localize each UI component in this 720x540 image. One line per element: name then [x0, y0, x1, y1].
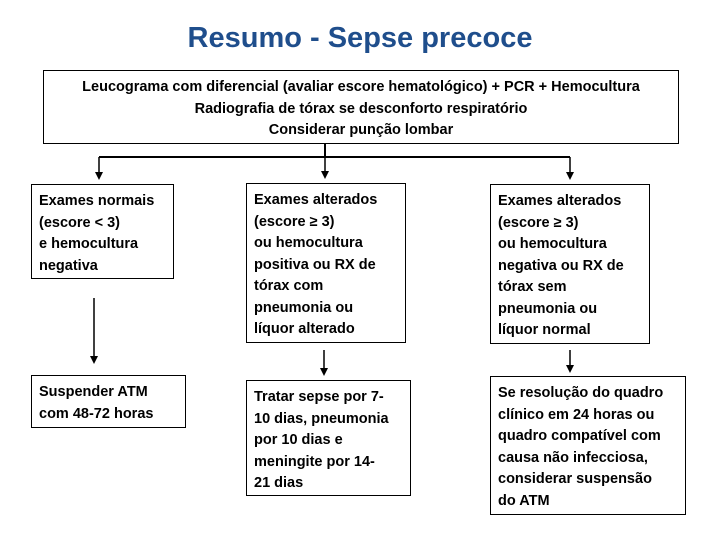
condition-line: líquor alterado: [254, 321, 355, 337]
condition-line: e hemocultura: [39, 236, 139, 252]
suspend-atm-box: [31, 375, 186, 428]
condition-line: negativa ou RX de: [498, 257, 624, 274]
action-line: Tratar sepse por 7-: [254, 389, 384, 405]
condition-line: Exames normais: [39, 193, 155, 209]
action-line: considerar suspensão: [498, 471, 652, 487]
action-line: quadro compatível com: [498, 428, 661, 444]
action-line: 21 dias: [254, 475, 304, 491]
condition-line: ou hemocultura: [254, 235, 363, 251]
action-line: Se resolução do quadro: [498, 385, 664, 401]
condition-line: líquor normal: [498, 322, 591, 338]
condition-line: positiva ou RX de: [254, 256, 376, 273]
action-line: 10 dias, pneumonia: [254, 410, 389, 427]
workup-line-2: Radiografia de tórax se desconforto respiratório: [194, 100, 528, 117]
action-line: com 48-72 horas: [39, 405, 154, 422]
condition-line: Exames alterados: [498, 193, 622, 209]
condition-line: ou hemocultura: [498, 236, 607, 252]
condition-line: (escore ≥ 3): [254, 213, 335, 230]
action-line: clínico em 24 horas ou: [498, 406, 655, 423]
treat-sepsis-box: [246, 380, 411, 496]
condition-line: tórax sem: [498, 279, 567, 295]
action-line: do ATM: [498, 492, 550, 509]
workup-line-3: Considerar punção lombar: [268, 122, 454, 138]
condition-line: negativa: [39, 257, 98, 274]
altered-negative-box: [490, 184, 650, 344]
action-line: por 10 dias e: [254, 432, 343, 448]
condition-line: Exames alterados: [254, 192, 378, 208]
action-line: causa não infecciosa,: [498, 449, 648, 466]
page-title: Resumo - Sepse precoce: [187, 22, 533, 54]
workup-line-1: Leucograma com diferencial (avaliar escore hematológico) + PCR + Hemocultura: [82, 79, 640, 95]
condition-line: (escore < 3): [39, 214, 121, 231]
condition-line: pneumonia ou: [254, 299, 354, 316]
normal-exams-box: [31, 184, 174, 279]
consider-suspension-box: [490, 376, 686, 515]
condition-line: tórax com: [254, 278, 324, 294]
action-line: meningite por 14-: [254, 453, 375, 470]
action-line: Suspender ATM: [39, 384, 148, 400]
altered-positive-box: [246, 183, 406, 343]
condition-line: (escore ≥ 3): [498, 214, 579, 231]
condition-line: pneumonia ou: [498, 300, 598, 317]
